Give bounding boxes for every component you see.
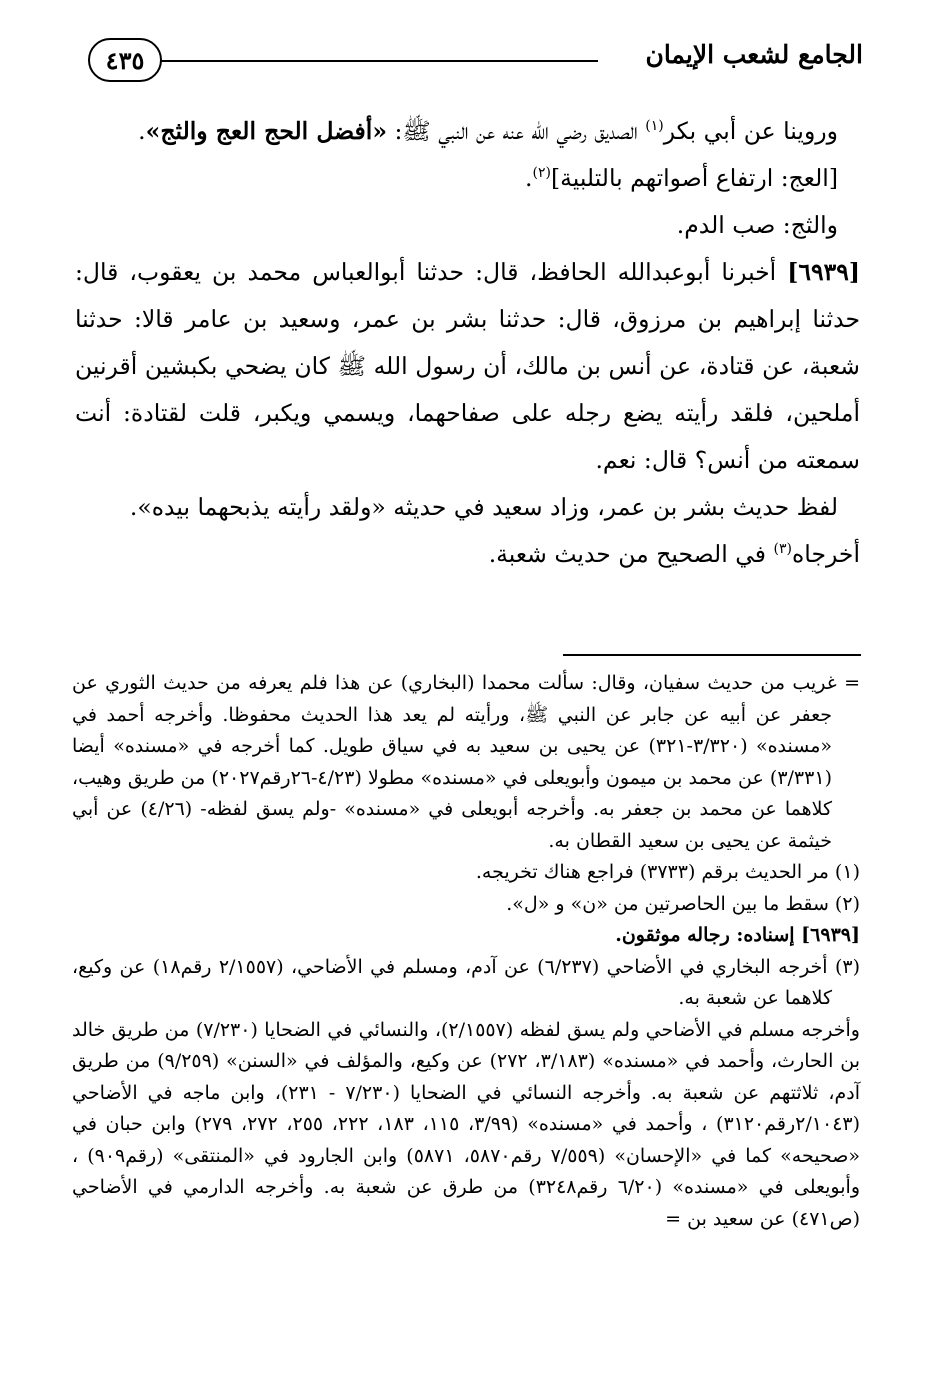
main-text [75, 108, 860, 578]
footnotes [72, 668, 860, 1235]
paragraph-akhrajah [75, 531, 860, 578]
footnote-ref-2: (٢) [532, 165, 551, 182]
paragraph-ajj [75, 155, 860, 202]
paragraph-lafz: لفظ حديث بشر بن عمر، وزاد سعيد في حديثه «ولقد رأيته يذبحهما بيده». [129, 493, 838, 521]
footnote-ref-3: (٣) [773, 541, 792, 558]
text-run: أخرجاه [791, 540, 860, 568]
text-run: أخبرنا أبوعبدالله الحافظ، قال: حدثنا أبوالعباس محمد بن يعقوب، قال: حدثنا إبراهيم بن مرزوق، قال: حدثنا بشر بن عمر، وسعيد بن عامر قالا: حدثنا شعبة، عن قتادة، عن أنس بن مالك، أن رسول الله ﷺ كان يضحي بكبشين أقرنين أملحين، فلقد رأيته يضع رجله على صفاحهما، ويسمي ويكبر، قلت لقتادة: أنت سمعته من أنس؟ قال: نعم. [75, 258, 860, 474]
text-run: . [138, 117, 146, 145]
page-header [88, 34, 863, 84]
hadith-quote: «أفضل الحج العج والثج» [145, 117, 388, 145]
text-run: الصديق رضي الله عنه عن النبي ﷺ: [387, 117, 646, 145]
footnote-3-continued: وأخرجه مسلم في الأضاحي ولم يسق لفظه (٢/١٥٥٧)، والنسائي في الضحايا (٧/٢٣٠) من طريق خالد بن الحارث، وأحمد في «مسنده» (٣/١٨٣، ٢٧٢) عن وكيع، والمؤلف في «السنن» (٩/٢٥٩) من طريق آدم، ثلاثتهم عن شعبة به. وأخرجه النسائي في الضحايا (٧/٢٣٠ - ٢٣١)، وابن ماجه في الأضاحي (٢/١٠٤٣رقم٣١٢٠) ، وأحمد في «مسنده» (٣/٩٩، ١١٥، ١٨٣، ٢٢٢، ٢٥٥، ٢٧٢، ٢٧٩) وابن حبان في «صحيحه» كما في «الإحسان» (٧/٥٥٩ رقم٥٨٧٠، ٥٨٧١) وابن الجارود في «المنتقى» (رقم٩٠٩) ، وأبويعلى في «مسنده» (٦/٢٠ رقم٣٢٤٨) من طرق عن شعبة به. وأخرجه الدارمي في الأضاحي (ص٤٧١) عن سعيد بن = [72, 1018, 861, 1230]
header-rule [160, 60, 598, 62]
footnote-isnad-heading: [٦٩٣٩] إسناده: رجاله موثقون. [615, 924, 860, 946]
paragraph-thajj: والثج: صب الدم. [676, 211, 838, 239]
footnote-1: (١) مر الحديث برقم (٣٧٣٣) فراجع هناك تخريجه. [475, 861, 860, 883]
hadith-6939 [75, 249, 860, 484]
book-title: الجامع لشعب الإيمان [645, 40, 863, 69]
hadith-number: [٦٩٣٩] [787, 258, 860, 286]
footnote-3: (٣) أخرجه البخاري في الأضاحي (٦/٢٣٧) عن آدم، ومسلم في الأضاحي، (٢/١٥٥٧ رقم١٨) عن وكيع، كلاهما عن شعبة به. [72, 955, 860, 1009]
footnote-separator [563, 654, 861, 656]
text-run: في الصحيح من حديث شعبة. [488, 540, 774, 568]
footnote-2: (٢) سقط ما بين الحاصرتين من «ن» و «ل». [506, 892, 860, 915]
page-number: ٤٣٥ [88, 38, 162, 82]
footnote-continued: = غريب من حديث سفيان، وقال: سألت محمدا (البخاري) عن هذا فلم يعرفه من حديث الثوري عن جعفر عن أبيه عن جابر عن النبي ﷺ، ورأيته لم يعد هذا الحديث محفوظا. وأخرجه أحمد في «مسنده» (٣/٣٢٠-٣٢١) عن يحيى بن سعيد به في سياق طويل. كما أخرجه في «مسنده» أيضا (٣/٣٣١) عن محمد بن ميمون وأبويعلى في «مسنده» مطولا (٤/٢٣-٢٦رقم٢٠٢٧) من طريق وهيب، كلاهما عن محمد بن جعفر به. وأخرجه أبويعلى في «مسنده» -ولم يسق لفظه- (٤/٢٦) عن أبي خيثمة عن يحيى بن سعيد القطان به. [72, 672, 860, 852]
text-run: وروينا عن أبي بكر [663, 117, 838, 145]
text-run: . [525, 164, 533, 192]
text-run: [العج: ارتفاع أصواتهم بالتلبية] [550, 164, 838, 192]
footnote-ref-1: (١) [645, 118, 664, 135]
paragraph-abubakr [75, 108, 860, 155]
